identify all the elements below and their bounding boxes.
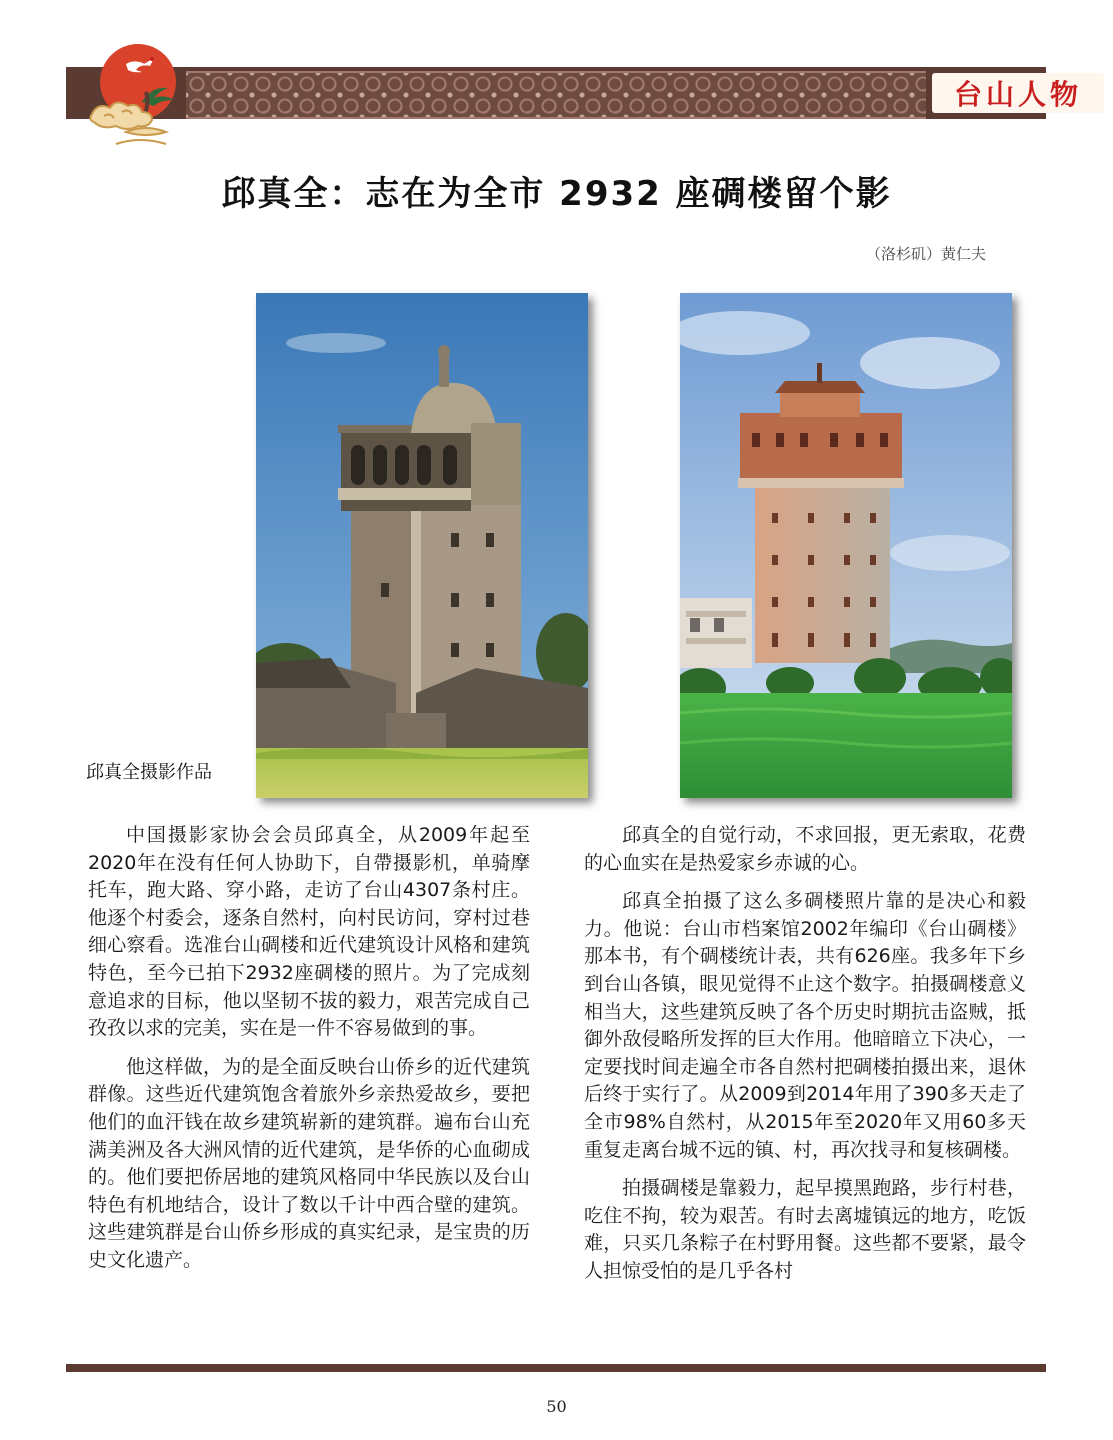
diaolou-photo-left xyxy=(256,293,588,798)
paragraph: 中国摄影家协会会员邱真全，从2009年起至2020年在没有任何人协助下，自帶摄影机，单骑摩托车，跑大路、穿小路，走访了台山4307条村庄。他逐个村委会，逐条自然村，向村民访问，穿村过巷细心察看。选准台山碉楼和近代建筑设计风格和建筑特色，至今已拍下2932座碉楼的照片。为了完成刻意追求的目标，他以坚韧不拔的毅力，艰苦完成自己孜孜以求的完美，实在是一件不容易做到的事。 xyxy=(88,824,530,1040)
article-title: 邱真全：志在为全市 2932 座碉楼留个影 xyxy=(221,174,892,214)
crane-pine-sun-emblem-icon xyxy=(86,40,186,152)
paragraph: 他这样做，为的是全面反映台山侨乡的近代建筑群像。这些近代建筑饱含着旅外乡亲热爱故乡，要把他们的血汗钱在故乡建筑崭新的建筑群。遍布台山充满美洲及各大洲风情的近代建筑，是华侨的心血砌成的。他们要把侨居地的建筑风格同中华民族以及台山特色有机地结合，设计了数以千计中西合壁的建筑。这些建筑群是台山侨乡形成的真实纪录，是宝贵的历史文化遗产。 xyxy=(88,1055,530,1271)
diaolou-photo-right xyxy=(680,293,1012,798)
page-number: 50 xyxy=(546,1397,567,1416)
paragraph: 邱真全的自觉行动，不求回报，更无索取，花费的心血实在是热爱家乡赤诚的心。 xyxy=(584,824,1026,874)
footer-rule xyxy=(66,1364,1046,1372)
body-column-right xyxy=(584,822,1026,1297)
photo-caption: 邱真全摄影作品 xyxy=(86,762,212,783)
paragraph: 拍摄碉楼是靠毅力，起早摸黑跑路，步行村巷，吃住不拘，较为艰苦。有时去离墟镇远的地方，吃饭难，只买几条粽子在村野用餐。这些都不要紧，最令人担惊受怕的是几乎各村 xyxy=(584,1177,1026,1282)
body-column-left xyxy=(88,822,530,1286)
section-label: 台山人物 xyxy=(932,73,1104,113)
header-band xyxy=(66,67,1082,119)
article-byline: （洛杉矶）黄仁夫 xyxy=(865,245,986,263)
header-ornament-pattern xyxy=(186,71,926,119)
paragraph: 邱真全拍摄了这么多碉楼照片靠的是决心和毅力。他说：台山市档案馆2002年编印《台山碉楼》那本书，有个碉楼统计表，共有626座。我多年下乡到台山各镇，眼见觉得不止这个数字。拍摄碉楼意义相当大，这些建筑反映了各个历史时期抗击盗贼，抵御外敌侵略所发挥的巨大作用。他暗暗立下决心，一定要找时间走遍全市各自然村把碉楼拍摄出来，退休后终于实行了。从2009到2014年用了390多天走了全市98%自然村，从2015年至2020年又用60多天重复走离台城不远的镇、村，再次找寻和复核碉楼。 xyxy=(584,890,1026,1161)
